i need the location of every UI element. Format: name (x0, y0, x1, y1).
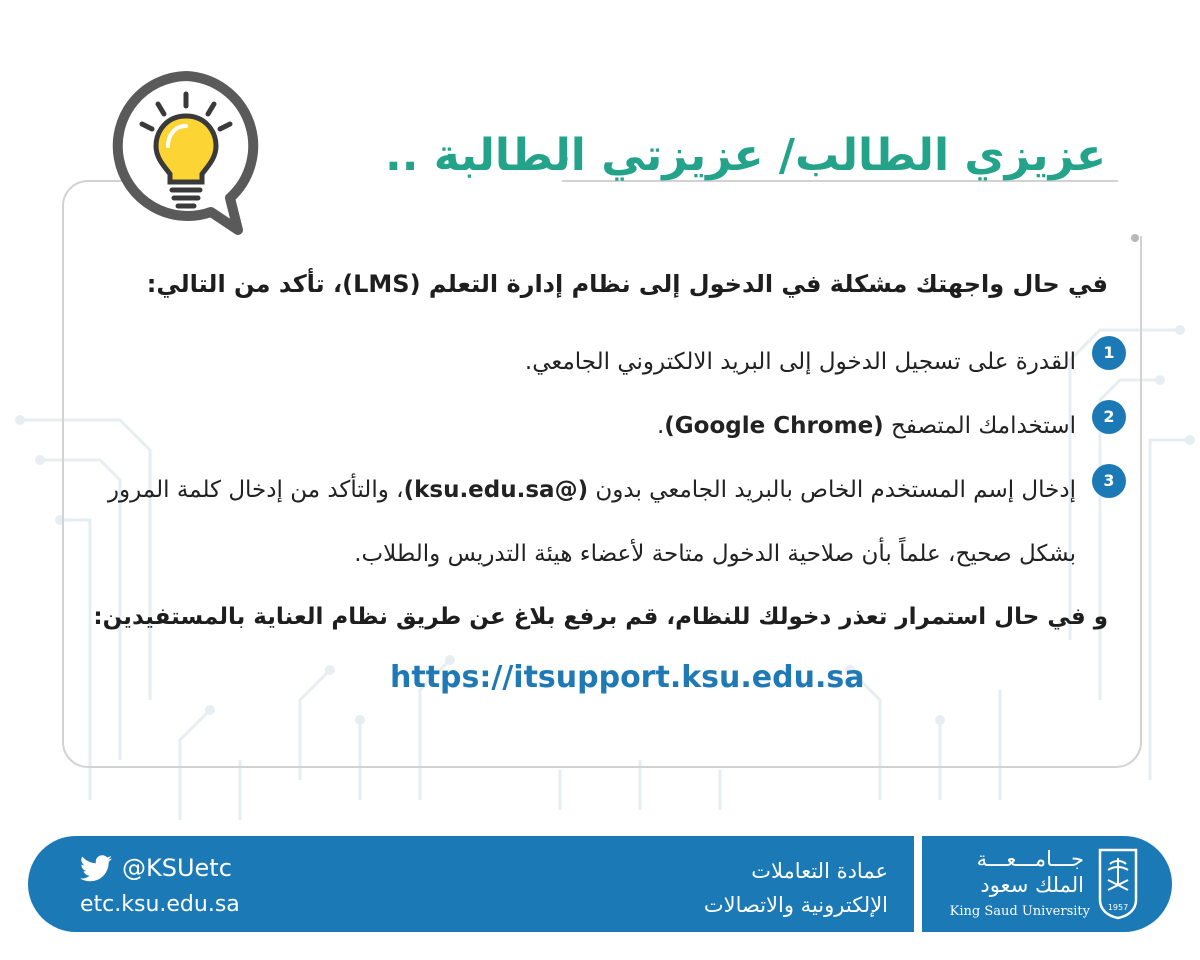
university-name-ar (977, 846, 1084, 898)
department-line-2: الإلكترونية والاتصالات (703, 893, 888, 917)
step-text (96, 394, 1126, 458)
footer-bar (28, 836, 1172, 932)
escalation-text: و في حال استمرار تعذر دخولك للنظام، قم برفع بلاغ عن طريق نظام العناية بالمستفيدين: (93, 604, 1108, 630)
step-number-badge: 2 (1092, 400, 1126, 434)
email-domain: (@ksu.edu.sa) (403, 477, 589, 503)
page-title: عزيزي الطالب/ عزيزتي الطالبة .. (384, 130, 1106, 181)
website-link[interactable]: etc.ksu.edu.sa (80, 892, 240, 917)
step-text-content: القدرة على تسجيل الدخول إلى البريد الالكتروني الجامعي. (524, 349, 1076, 375)
step-text-before: إدخال إسم المستخدم الخاص بالبريد الجامعي بدون (588, 477, 1076, 503)
social-block (80, 852, 240, 917)
step-2 (96, 394, 1126, 458)
university-emblem-icon (1098, 848, 1138, 920)
step-text-after: . (656, 413, 665, 439)
university-logo (912, 844, 1138, 926)
step-3 (96, 458, 1126, 586)
twitter-icon (80, 855, 112, 882)
browser-name: (Google Chrome) (664, 413, 884, 439)
university-ar-line-1: جـــامـــعـــة (976, 847, 1084, 871)
step-text-after: ، والتأكد من إدخال كلمة المرور بشكل صحيح، علماً بأن صلاحية الدخول متاحة لأعضاء هيئة التدريس والطلاب. (107, 477, 1076, 567)
step-number-badge: 1 (1092, 336, 1126, 370)
department-line-1: عمادة التعاملات (751, 859, 888, 883)
frame-gap-right (1118, 170, 1148, 236)
lightbulb-icon (106, 66, 266, 236)
university-ar-line-2: الملك سعود (980, 873, 1084, 897)
intro-text: في حال واجهتك مشكلة في الدخول إلى نظام إدارة التعلم (LMS)، تأكد من التالي: (146, 270, 1108, 298)
step-text (96, 330, 1126, 394)
twitter-handle: @KSUetc (122, 854, 232, 882)
step-1 (96, 330, 1126, 394)
university-name-en: King Saud University (949, 904, 1090, 919)
footer-right-panel (922, 836, 1172, 932)
support-link[interactable]: https://itsupport.ksu.edu.sa (390, 660, 865, 695)
step-text-before: استخدامك المتصفح (883, 413, 1076, 439)
department-name (704, 854, 888, 922)
emblem-year: 1957 (1107, 903, 1129, 912)
step-text (96, 458, 1126, 586)
frame-dot-right (1131, 234, 1139, 242)
step-number-badge: 3 (1092, 464, 1126, 498)
twitter-row[interactable] (80, 852, 240, 884)
footer-left-panel (28, 836, 914, 932)
